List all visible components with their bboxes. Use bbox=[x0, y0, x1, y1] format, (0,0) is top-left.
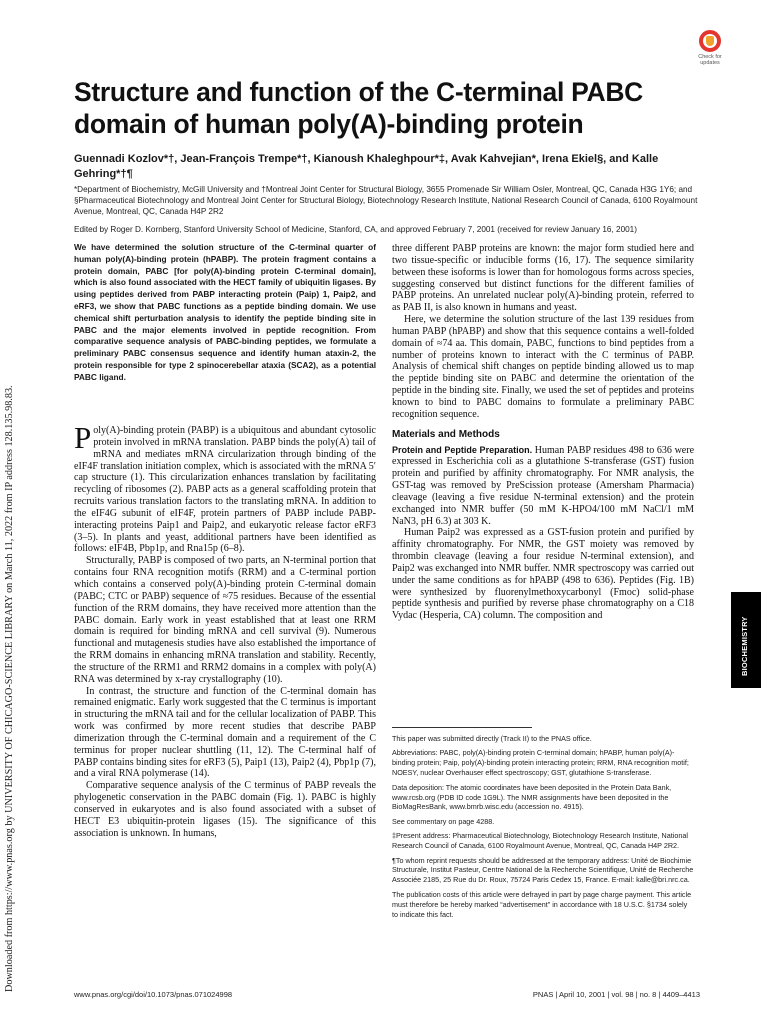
footnote-rule bbox=[392, 727, 532, 728]
author-list: Guennadi Kozlov*†, Jean-François Trempe*†, Kianoush Khaleghpour*‡, Avak Kahvejian*, Irena Ekiel§, and Kalle Gehring*†¶ bbox=[74, 153, 659, 180]
doi-link[interactable]: www.pnas.org/cgi/doi/10.1073/pnas.071024998 bbox=[74, 990, 233, 999]
body-column-right bbox=[392, 243, 694, 622]
footnote: ¶To whom reprint requests should be addressed at the temporary address: Unité de Biochimie Structurale, Institut Pasteur, Centre National de la Recherche Scientifique, Unité de Recherche Associée 2185, 25 Rue du Dr. Roux, 75724 Paris Cedex 15, France. E-mail: kalle@bri.nrc.ca. bbox=[392, 855, 694, 885]
abstract: We have determined the solution structure of the C-terminal quarter of human poly(A)-binding protein (hPABP). The protein fragment contains a protein domain, PABC [for poly(A)-binding protein C-terminal domain], which is also found associated with the HECT family of ubiquitin ligases. By using peptides derived from PABP interacting protein (Paip) 1, Paip2, and eRF3, we show that PABC functions as a peptide binding domain. We use chemical shift perturbation analysis to identify the peptide binding site in PABC and the major elements involved in peptide recognition. From comparative sequence analysis of PABC-binding peptides, we formulate a preliminary PABC consensus sequence and identify human ataxin-2, the protein responsible for type 2 spinocerebellar ataxia (SCA2), as a potential PABC ligand. bbox=[74, 242, 376, 382]
intro-paragraph-3: In contrast, the structure and function of the C-terminal domain has remained enigmatic. Early work suggested that the C terminus is important in structuring the mRNA tail and for the cellular localization of PABP. This work was confirmed by more recent studies that describe PABP dimerization through the C-terminal domain and a requirement of the C terminus for proper nuclear shuttling (11, 12). The C-terminal half of PABP contains binding sites for eRF3 (5), Paip1 (13), Paip2 (4), Pbp1p (7), and a viral RNA polymerase (14). bbox=[74, 685, 376, 780]
article-title: Structure and function of the C-terminal PABC domain of human poly(A)-binding protein bbox=[74, 77, 644, 139]
badge-line-2: updates bbox=[700, 60, 720, 66]
footnote: ‡Present address: Pharmaceutical Biotechnology, Biotechnology Research Institute, National Research Council of Canada, 6100 Royalmount Avenue, Montreal, QC, Canada H4P 2R2. bbox=[392, 831, 688, 851]
footnote: The publication costs of this article were defrayed in part by page charge payment. This article must therefore be hereby marked “advertisement” in accordance with 18 U.S.C. §1734 solely to indicate this fact. bbox=[392, 889, 692, 919]
footnote: Data deposition: The atomic coordinates have been deposited in the Protein Data Bank, www.rcsb.org (PDB ID code 1G9L). The NMR assignments have been deposited in the BioMagResBank, www.bmrb.wisc.edu (accession no. 4915). bbox=[392, 782, 672, 812]
check-for-updates-badge[interactable] bbox=[690, 30, 730, 66]
check-for-updates-icon bbox=[699, 30, 721, 52]
journal-citation: PNAS | April 10, 2001 | vol. 98 | no. 8 | 4409–4413 bbox=[532, 990, 700, 999]
body-column-left bbox=[74, 420, 376, 840]
footnote: See commentary on page 4288. bbox=[392, 816, 495, 826]
subsection-heading: Protein and Peptide Preparation. bbox=[392, 444, 533, 455]
download-watermark: Downloaded from https://www.pnas.org by UNIVERSITY OF CHICAGO-SCIENCE LIBRARY on March 11, 2022 from IP address 128.135.98.83. bbox=[4, 385, 15, 992]
section-heading: Materials and Methods bbox=[392, 428, 500, 440]
section-tab bbox=[731, 592, 761, 688]
intro-paragraph-2: Structurally, PABP is composed of two parts, an N-terminal portion that contains four RNA recognition motifs (RRM) and a C-terminal portion which contains a conserved poly(A)-binding protein C-terminal domain (PABC; CTC or PABP) sequence of ≈75 residues. Because of the essential function of the RRM domains, they have received more attention than the PABC domain. Early work in yeast established that at least one RRM domain is required for binding mRNA and cell survival (9). Numerous functional and mutagenesis studies have also established the importance of the RRM domains in enhancing mRNA translation and stability. Recently, the structure of the RRM1 and RRM2 domains in a complex with poly(A) RNA was determined by x-ray crystallography (10). bbox=[74, 555, 376, 685]
methods-paragraph-1: Protein and Peptide Preparation. Human PABP residues 498 to 636 were expressed in Escherichia coli as a glutathione S-transferase (GST) fusion protein and purified by affinity chromatography. For NMR analysis, the GST-tag was removed by PreScission protease (Amersham Pharmacia) cleavage (leaving a five residue N-terminal extension) and the protein exchanged into NMR buffer (50 mM K-HPO4/100 mM NaCl/1 mM NaN3, pH 6.3) at 303 K. bbox=[392, 444, 695, 527]
badge-line-1: Check for bbox=[698, 54, 722, 60]
intro-paragraph-1: Poly(A)-binding protein (PABP) is a ubiquitous and abundant cytosolic protein involved in mRNA translation. PABP binds the poly(A) tail of mRNA and mediates mRNA circularization through binding of the eIF4F translation initiation complex, which is associated with the mRNA 5′ cap structure (1). This circularization enhances translation by facilitating recycling of ribosomes (2). PABP acts as a general scaffolding protein that recruits various translation factors to the translating mRNA. In addition to the eIF4G subunit of eIF4F, protein partners of PABP include PABP-interacting proteins Paip1 and Paip2, and eukaryotic release factor eRF3 (3–5). In plants and yeast, additional partners have been identified as follows: eIF4B, Pbp1p, and Rna15p (6–8). bbox=[74, 420, 376, 555]
intro-paragraph-4: Comparative sequence analysis of the C terminus of PABP reveals the phylogenetic conservation in the PABC domain (Fig. 1). PABC is highly conserved in eukaryotes and is also found associated with a subset of HECT E3 ubiquitin-protein ligases (15). The significance of this association is unknown. In humans, bbox=[74, 780, 376, 839]
footnote: This paper was submitted directly (Track II) to the PNAS office. bbox=[392, 734, 592, 743]
intro-paragraph-6: Here, we determine the solution structure of the last 139 residues from human PABP (hPABP) and show that this sequence contains a well-folded domain of ≈74 aa. This domain, PABC, functions to bind peptides from a number of proteins known to interact with the C terminus of PABP. Analysis of chemical shift changes on peptide binding allowed us to map the peptide binding site on PABC and determine the orientation of the peptide in the binding site. Finally, we used the set of peptides and proteins known to bind to PABC domains to formulate a preliminary PABC recognition sequence. bbox=[392, 314, 694, 420]
edited-by-line: Edited by Roger D. Kornberg, Stanford University School of Medicine, Stanford, CA, and approved February 7, 2001 (received for review January 16, 2001) bbox=[74, 225, 637, 234]
methods-paragraph-2: Human Paip2 was expressed as a GST-fusion protein and purified by affinity chromatography. For NMR, the GST moiety was removed by thrombin cleavage (leaving a four residue N-terminal extension), and Paip2 was exchanged into NMR buffer. NMR spectroscopy was carried out under the same conditions as for hPABP (498 to 636). Peptides (Fig. 1B) were synthesized by fluorenylmethoxycarbonyl (Fmoc) solid-phase peptide synthesis and purified by reverse phase chromatography on a C18 Vydac (Hesperia, CA) column. The composition and bbox=[392, 527, 694, 622]
drop-cap: P bbox=[74, 420, 92, 455]
section-tab-label: BIOCHEMISTRY bbox=[740, 616, 749, 676]
footnotes bbox=[392, 734, 694, 924]
affiliations: *Department of Biochemistry, McGill University and †Montreal Joint Center for Structural Biology, 3655 Promenade Sir William Osler, Montreal, QC, Canada H3G 1Y6; and §Pharmaceutical Biotechnology and Montreal Joint Center for Structural Biology, Biotechnology Research Institute, National Research Council of Canada, 6100 Royalmount Avenue, Montreal, QC, Canada H4P 2R2 bbox=[74, 185, 698, 216]
footnote: Abbreviations: PABC, poly(A)-binding protein C-terminal domain; hPABP, human poly(A)-binding protein; Paip, poly(A)-binding protein interacting protein; RRM, RNA recognition motif; NOESY, nuclear Overhauser effect spectroscopy; GST, glutathione S-transferase. bbox=[392, 748, 689, 778]
intro-paragraph-5: three different PABP proteins are known: the major form studied here and two tissue-specific or inducible forms (16, 17). The sequence similarity between these isoforms is lower than for homologous forms across species, suggesting conserved but distinct functions for the different families of PABP proteins. An unrelated nuclear poly(A)-binding protein, referred to as PAB II, is also known in humans and yeast. bbox=[392, 243, 694, 314]
